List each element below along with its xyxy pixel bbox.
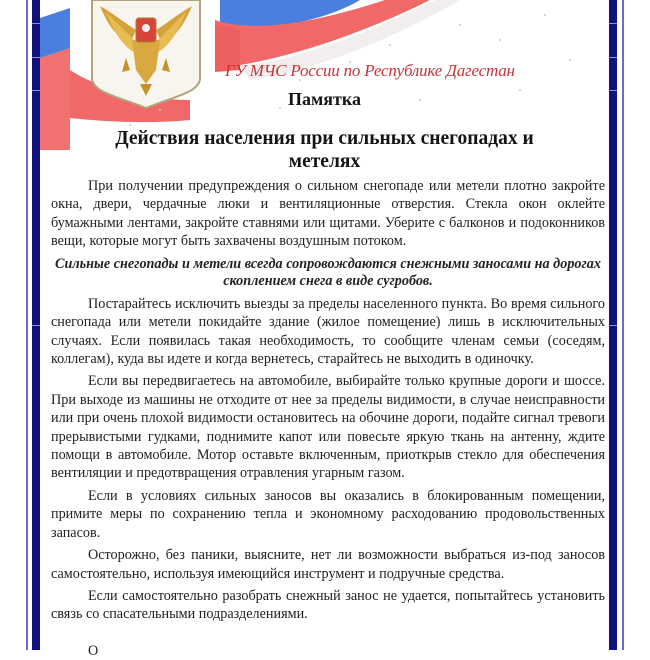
page-border-outer-right xyxy=(622,0,624,650)
memo-page xyxy=(40,0,609,659)
organization-name: ГУ МЧС России по Республике Дагестан xyxy=(225,61,515,80)
paragraph: Постарайтесь исключить выезды за пределы населенного пункта. Во время сильного снегопада или метели покидайте здание (жилое помещение) лишь в исключительных случаях. Если появилась такая необходимость, то сообщите членам семьи (соседям, коллегам), куда вы идете и когда вернетесь, старайтесь не выходить в одиночку. xyxy=(51,295,605,368)
page-title: Действия населения при сильных снегопадах и метелях xyxy=(115,128,534,172)
border-tick xyxy=(32,325,40,326)
border-tick xyxy=(32,90,40,91)
border-tick xyxy=(609,23,617,24)
paragraph-cut-off: О xyxy=(88,642,99,659)
memo-label: Памятка xyxy=(288,89,361,109)
emphasis-paragraph: Сильные снегопады и метели всегда сопровождаются снежными заносами на дорогах скоплением снега в виде сугробов. xyxy=(55,255,601,290)
border-tick xyxy=(32,23,40,24)
paragraph: При получении предупреждения о сильном снегопаде или метели плотно закройте окна, двери, чердачные люки и вентиляционные отверстия. Стекла окон оклейте бумажными лентами, закройте ставнями или щитами. Уберите с балконов и подоконников вещи, которые могут быть захвачены воздушным потоком. xyxy=(51,178,605,250)
page-border-outer-left xyxy=(26,0,28,650)
paragraph: Если в условиях сильных заносов вы оказались в блокированным помещении, примите меры по сохранению тепла и экономному расходованию продовольственных запасов. xyxy=(51,487,605,541)
border-tick xyxy=(32,57,40,58)
border-tick xyxy=(609,325,617,326)
border-tick xyxy=(609,90,617,91)
paragraph: Осторожно, без паники, выясните, нет ли возможности выбраться из-под заносов самостоятельно, используя имеющийся инструмент и подручные средства. xyxy=(51,547,605,582)
paragraph: Если вы передвигаетесь на автомобиле, выбирайте только крупные дороги и шоссе. При выходе из машины не отходите от нее за пределы видимости, в случае неисправности или при очень плохой видимости остановитесь на обочине дороги, подайте сигнал тревоги прерывистыми гудками, поднимите капот или повесьте яркую ткань на антенну, ждите помощи в автомобиле. Мотор оставьте включенным, приоткрыв стекло для обеспечения вентиляции и предотвращения отравления угарным газом. xyxy=(51,373,605,482)
border-tick xyxy=(609,57,617,58)
paragraph: Если самостоятельно разобрать снежный занос не удается, попытайтесь установить связь со спасательными подразделениями. xyxy=(51,587,605,623)
memo-body xyxy=(51,177,605,660)
